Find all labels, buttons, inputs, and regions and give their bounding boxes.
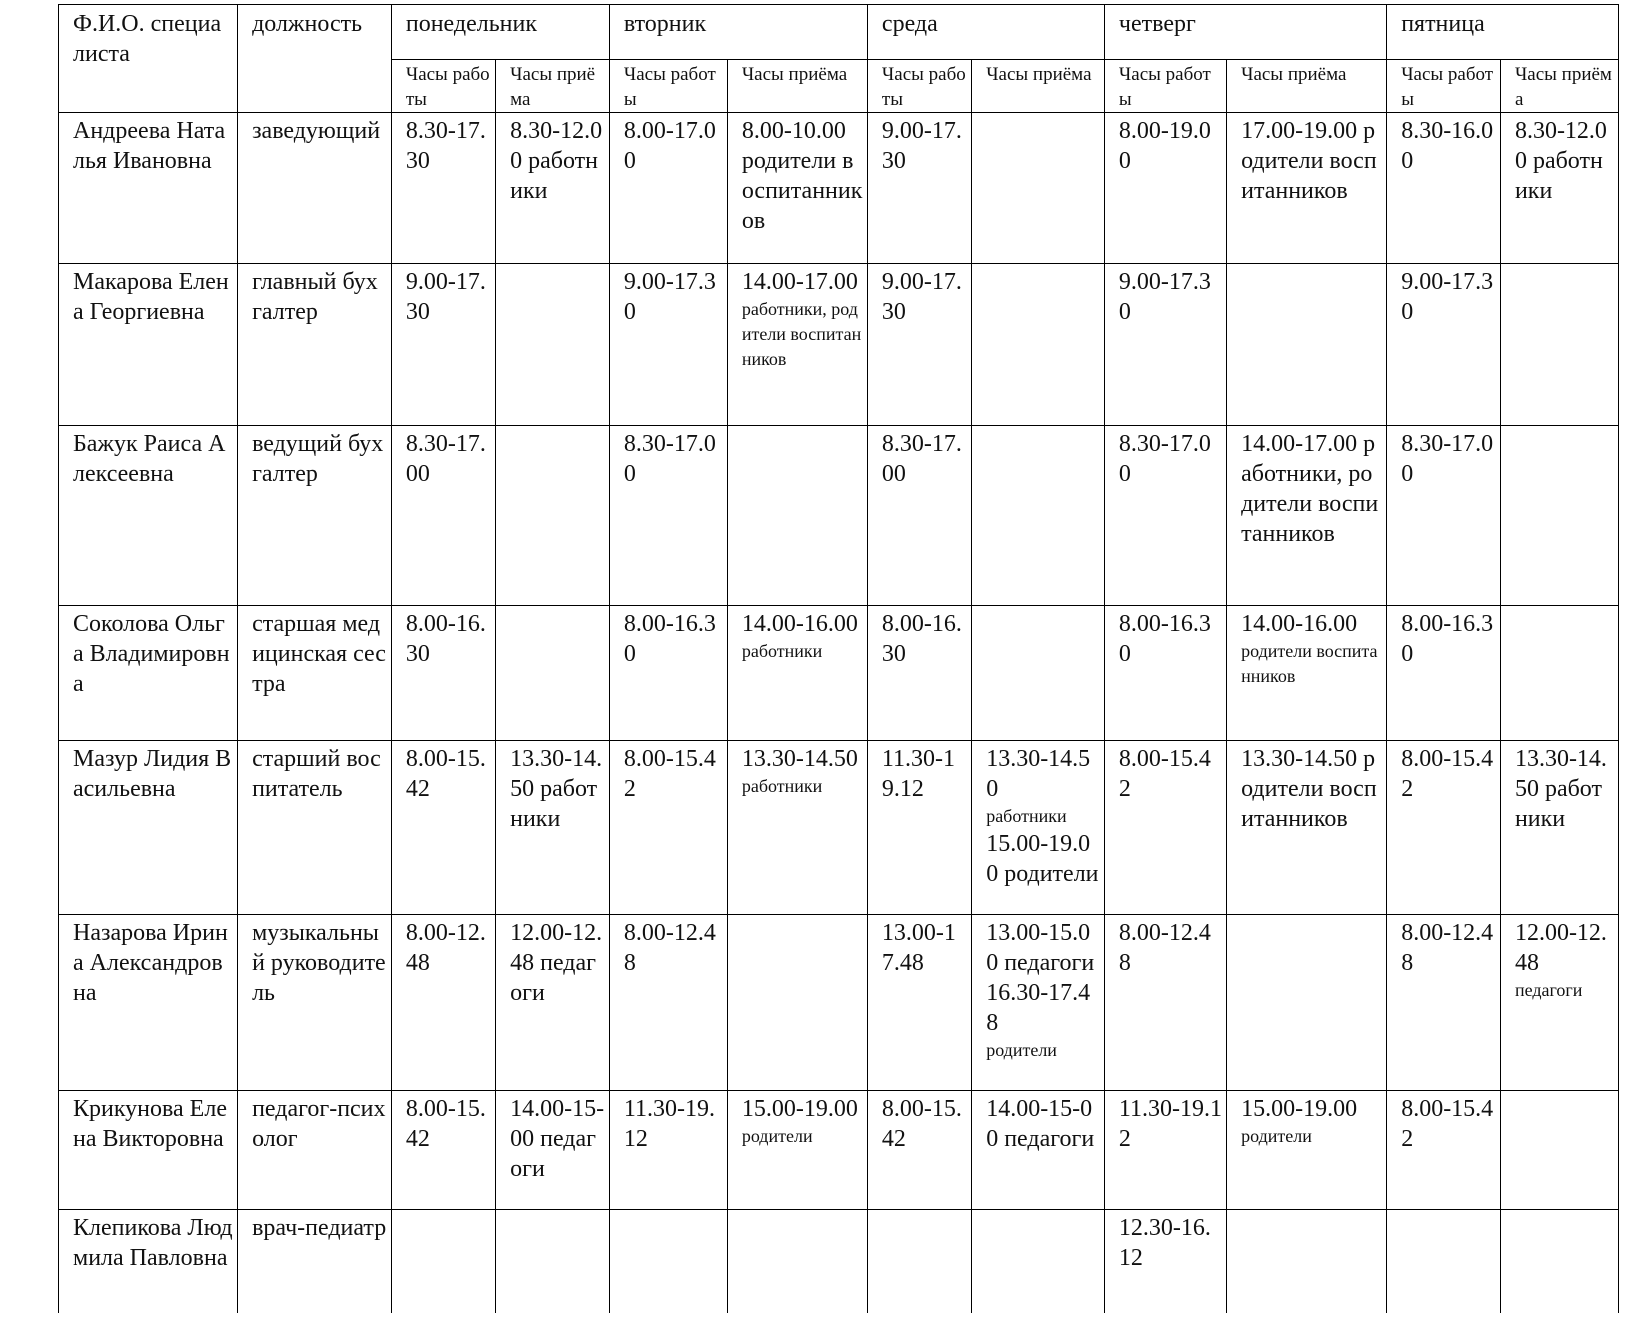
cell-reception-hours <box>972 113 1105 264</box>
cell-employee-position: врач-педиатр <box>238 1210 392 1314</box>
cell-reception-hours <box>727 606 867 741</box>
cell-work-hours <box>867 1091 971 1210</box>
cell-employee-position: главный бухгалтер <box>238 264 392 426</box>
cell-work-hours <box>609 741 727 915</box>
header-row <box>59 5 1619 60</box>
cell-main-text: 9.00-17.30 <box>881 118 962 174</box>
cell-reception-hours <box>1227 264 1387 426</box>
cell-reception-hours <box>1227 113 1387 264</box>
cell-employee-name: Андреева Наталья Ивановна <box>59 113 238 264</box>
cell-reception-hours <box>1500 915 1618 1091</box>
cell-main-text: 9.00-17.30 <box>1118 269 1211 325</box>
cell-reception-hours <box>972 741 1105 915</box>
cell-employee-position: заведующий <box>238 113 392 264</box>
cell-work-hours <box>867 264 971 426</box>
cell-main-text: 8.00-12.48 <box>405 920 486 976</box>
cell-work-hours <box>1387 113 1501 264</box>
cell-main-text: 8.00-15.42 <box>1401 746 1494 802</box>
cell-reception-hours <box>972 1210 1105 1314</box>
cell-employee-position: старший воспитатель <box>238 741 392 915</box>
cell-main-text: 8.00-12.48 <box>1118 920 1211 976</box>
cell-note-text: родители <box>986 1040 1057 1060</box>
cell-main-text: 12.00-12.48 педагоги <box>510 920 603 1006</box>
cell-work-hours <box>609 426 727 606</box>
cell-work-hours <box>1387 915 1501 1091</box>
cell-main-text: 8.00-19.00 <box>1118 118 1211 174</box>
cell-main-text: 9.00-17.30 <box>881 269 962 325</box>
cell-work-hours <box>867 915 971 1091</box>
cell-reception-hours <box>1500 1091 1618 1210</box>
cell-work-hours <box>1387 1091 1501 1210</box>
cell-employee-name: Макарова Елена Георгиевна <box>59 264 238 426</box>
cell-work-hours <box>1387 606 1501 741</box>
cell-reception-hours <box>972 264 1105 426</box>
cell-main-text: 12.30-16.12 <box>1118 1215 1211 1271</box>
cell-main-text: 15.00-19.00 <box>1241 1096 1358 1122</box>
cell-main-text: 8.00-16.30 <box>1401 611 1494 667</box>
cell-main-text: 8.00-17.00 <box>623 118 716 174</box>
cell-work-hours <box>867 113 971 264</box>
cell-work-hours <box>867 1210 971 1314</box>
cell-work-hours <box>1104 264 1226 426</box>
cell-employee-position: ведущий бухгалтер <box>238 426 392 606</box>
cell-main-text: 11.30-19.12 <box>881 746 956 802</box>
table-row <box>59 606 1619 741</box>
cell-reception-hours <box>1500 606 1618 741</box>
cell-work-hours <box>391 915 495 1091</box>
cell-reception-hours <box>496 264 610 426</box>
header-position: должность <box>238 5 392 113</box>
cell-main-text: 14.00-17.00 работники, родители воспитанников <box>1241 431 1379 547</box>
cell-note-text: работники <box>986 806 1067 826</box>
cell-reception-hours <box>727 113 867 264</box>
cell-main-text: 8.00-16.30 <box>405 611 486 667</box>
subheader-work-hours: Часы работы <box>1104 60 1226 113</box>
cell-main-text: 13.00-17.48 <box>881 920 956 976</box>
cell-work-hours <box>867 606 971 741</box>
cell-work-hours <box>609 1210 727 1314</box>
cell-main-text: 8.00-12.48 <box>1401 920 1494 976</box>
cell-main-text: 8.30-17.00 <box>405 431 486 487</box>
cell-reception-hours <box>727 1091 867 1210</box>
cell-note-text: родители <box>741 1126 813 1146</box>
cell-work-hours <box>1387 426 1501 606</box>
cell-employee-name: Соколова Ольга Владимировна <box>59 606 238 741</box>
cell-main-text: 8.00-16.30 <box>881 611 962 667</box>
cell-work-hours <box>609 606 727 741</box>
cell-reception-hours <box>972 915 1105 1091</box>
cell-main-text: 8.00-12.48 <box>623 920 716 976</box>
subheader-reception-hours: Часы приёма <box>972 60 1105 113</box>
cell-reception-hours <box>1227 426 1387 606</box>
cell-work-hours <box>391 113 495 264</box>
cell-note-text: родители <box>1241 1126 1312 1146</box>
cell-main-text: 14.00-15-00 педагоги <box>510 1096 605 1182</box>
cell-work-hours <box>867 741 971 915</box>
cell-work-hours <box>391 426 495 606</box>
cell-main-text: 8.00-15.42 <box>405 746 486 802</box>
cell-reception-hours <box>496 1091 610 1210</box>
cell-work-hours <box>1387 264 1501 426</box>
header-day-monday: понедельник <box>391 5 609 60</box>
cell-work-hours <box>391 1091 495 1210</box>
cell-employee-name: Мазур Лидия Васильевна <box>59 741 238 915</box>
cell-reception-hours <box>727 264 867 426</box>
cell-reception-hours <box>727 741 867 915</box>
cell-main-text: 11.30-19.12 <box>623 1096 715 1152</box>
table-row <box>59 264 1619 426</box>
subheader-work-hours: Часы работы <box>609 60 727 113</box>
cell-reception-hours <box>1227 915 1387 1091</box>
cell-main-text: 8.00-16.30 <box>623 611 716 667</box>
table-row <box>59 113 1619 264</box>
cell-work-hours <box>1104 426 1226 606</box>
cell-main-text: 8.30-17.00 <box>1118 431 1211 487</box>
header-day-thursday: четверг <box>1104 5 1386 60</box>
cell-employee-name: Крикунова Елена Викторовна <box>59 1091 238 1210</box>
cell-employee-position: педагог-психолог <box>238 1091 392 1210</box>
cell-main-text: 8.00-10.00 родители воспитанников <box>741 118 863 234</box>
cell-work-hours <box>391 264 495 426</box>
cell-work-hours <box>609 915 727 1091</box>
cell-work-hours <box>1104 606 1226 741</box>
subheader-reception-hours: Часы приёма <box>1500 60 1618 113</box>
subheader-reception-hours: Часы приёма <box>496 60 610 113</box>
cell-main-text: 8.30-12.00 работники <box>1514 118 1607 204</box>
cell-work-hours <box>1104 741 1226 915</box>
cell-main-text: 17.00-19.00 родители воспитанников <box>1241 118 1377 204</box>
cell-reception-hours <box>1500 264 1618 426</box>
cell-main-text: 8.30-12.00 работники <box>510 118 603 204</box>
cell-main-text: 14.00-15-00 педагоги <box>986 1096 1095 1152</box>
cell-reception-hours <box>1227 1210 1387 1314</box>
cell-main-text: 13.30-14.50 <box>741 746 858 772</box>
cell-reception-hours <box>496 741 610 915</box>
cell-reception-hours <box>972 426 1105 606</box>
cell-main-text: 13.30-14.50 родители воспитанников <box>1241 746 1377 832</box>
cell-main-text: 8.30-16.00 <box>1401 118 1494 174</box>
cell-main-text: 8.30-17.30 <box>405 118 486 174</box>
cell-note-text: педагоги <box>1514 980 1583 1000</box>
cell-employee-position: старшая медицинская сестра <box>238 606 392 741</box>
cell-work-hours <box>391 741 495 915</box>
subheader-work-hours: Часы работы <box>867 60 971 113</box>
subheader-reception-hours: Часы приёма <box>1227 60 1387 113</box>
cell-main-text: 8.00-15.42 <box>1118 746 1211 802</box>
cell-reception-hours <box>1227 606 1387 741</box>
subheader-work-hours: Часы работы <box>1387 60 1501 113</box>
cell-main-text: 14.00-17.00 <box>741 269 858 295</box>
cell-reception-hours <box>496 915 610 1091</box>
cell-reception-hours <box>1500 741 1618 915</box>
cell-work-hours <box>609 264 727 426</box>
cell-extra-text: 15.00-19.00 родители <box>986 831 1099 887</box>
header-day-tuesday: вторник <box>609 5 867 60</box>
cell-work-hours <box>391 1210 495 1314</box>
cell-work-hours <box>391 606 495 741</box>
cell-main-text: 9.00-17.30 <box>623 269 716 325</box>
cell-reception-hours <box>496 426 610 606</box>
cell-work-hours <box>1104 1210 1226 1314</box>
cell-note-text: работники <box>741 641 823 661</box>
cell-main-text: 11.30-19.12 <box>1118 1096 1223 1152</box>
cell-main-text: 8.00-15.42 <box>1401 1096 1494 1152</box>
cell-employee-name: Бажук Раиса Алексеевна <box>59 426 238 606</box>
header-day-wednesday: среда <box>867 5 1104 60</box>
cell-main-text: 8.00-15.42 <box>405 1096 486 1152</box>
table-row <box>59 426 1619 606</box>
cell-main-text: 9.00-17.30 <box>1401 269 1494 325</box>
cell-employee-name: Назарова Ирина Александровна <box>59 915 238 1091</box>
cell-main-text: 8.30-17.00 <box>623 431 716 487</box>
cell-main-text: 8.00-16.30 <box>1118 611 1211 667</box>
subheader-work-hours: Часы работы <box>391 60 495 113</box>
subheader-reception-hours: Часы приёма <box>727 60 867 113</box>
cell-note-text: работники <box>741 776 823 796</box>
cell-main-text: 13.30-14.50 <box>986 746 1091 802</box>
cell-work-hours <box>609 1091 727 1210</box>
cell-note-text: родители воспитанников <box>1241 641 1378 686</box>
cell-work-hours <box>1104 113 1226 264</box>
cell-reception-hours <box>1227 741 1387 915</box>
cell-work-hours <box>1104 915 1226 1091</box>
cell-main-text: 13.00-15.00 педагоги 16.30-17.48 <box>986 920 1095 1036</box>
cell-main-text: 8.00-15.42 <box>881 1096 962 1152</box>
cell-reception-hours <box>727 426 867 606</box>
cell-main-text: 13.30-14.50 работники <box>510 746 603 832</box>
cell-main-text: 8.30-17.00 <box>1401 431 1494 487</box>
cell-main-text: 8.00-15.42 <box>623 746 716 802</box>
cell-work-hours <box>867 426 971 606</box>
cell-main-text: 8.30-17.00 <box>881 431 962 487</box>
table-row <box>59 1091 1619 1210</box>
header-name: Ф.И.О. специалиста <box>59 5 238 113</box>
cell-reception-hours <box>972 606 1105 741</box>
cell-employee-position: музыкальный руководитель <box>238 915 392 1091</box>
cell-main-text: 14.00-16.00 <box>1241 611 1358 637</box>
table-row <box>59 1210 1619 1314</box>
table-row <box>59 915 1619 1091</box>
cell-note-text: работники, родители воспитанников <box>741 299 862 369</box>
schedule-table <box>58 4 1619 1313</box>
table-row <box>59 741 1619 915</box>
cell-work-hours <box>1104 1091 1226 1210</box>
cell-reception-hours <box>727 1210 867 1314</box>
cell-main-text: 13.30-14.50 работники <box>1514 746 1607 832</box>
cell-reception-hours <box>496 606 610 741</box>
cell-reception-hours <box>496 1210 610 1314</box>
cell-work-hours <box>609 113 727 264</box>
cell-reception-hours <box>727 915 867 1091</box>
cell-main-text: 12.00-12.48 <box>1514 920 1607 976</box>
cell-main-text: 14.00-16.00 <box>741 611 858 637</box>
cell-reception-hours <box>972 1091 1105 1210</box>
cell-main-text: 9.00-17.30 <box>405 269 486 325</box>
cell-reception-hours <box>1500 426 1618 606</box>
cell-reception-hours <box>496 113 610 264</box>
header-day-friday: пятница <box>1387 5 1619 60</box>
cell-reception-hours <box>1227 1091 1387 1210</box>
cell-reception-hours <box>1500 1210 1618 1314</box>
cell-work-hours <box>1387 1210 1501 1314</box>
cell-employee-name: Клепикова Людмила Павловна <box>59 1210 238 1314</box>
cell-reception-hours <box>1500 113 1618 264</box>
cell-main-text: 15.00-19.00 <box>741 1096 858 1122</box>
cell-work-hours <box>1387 741 1501 915</box>
